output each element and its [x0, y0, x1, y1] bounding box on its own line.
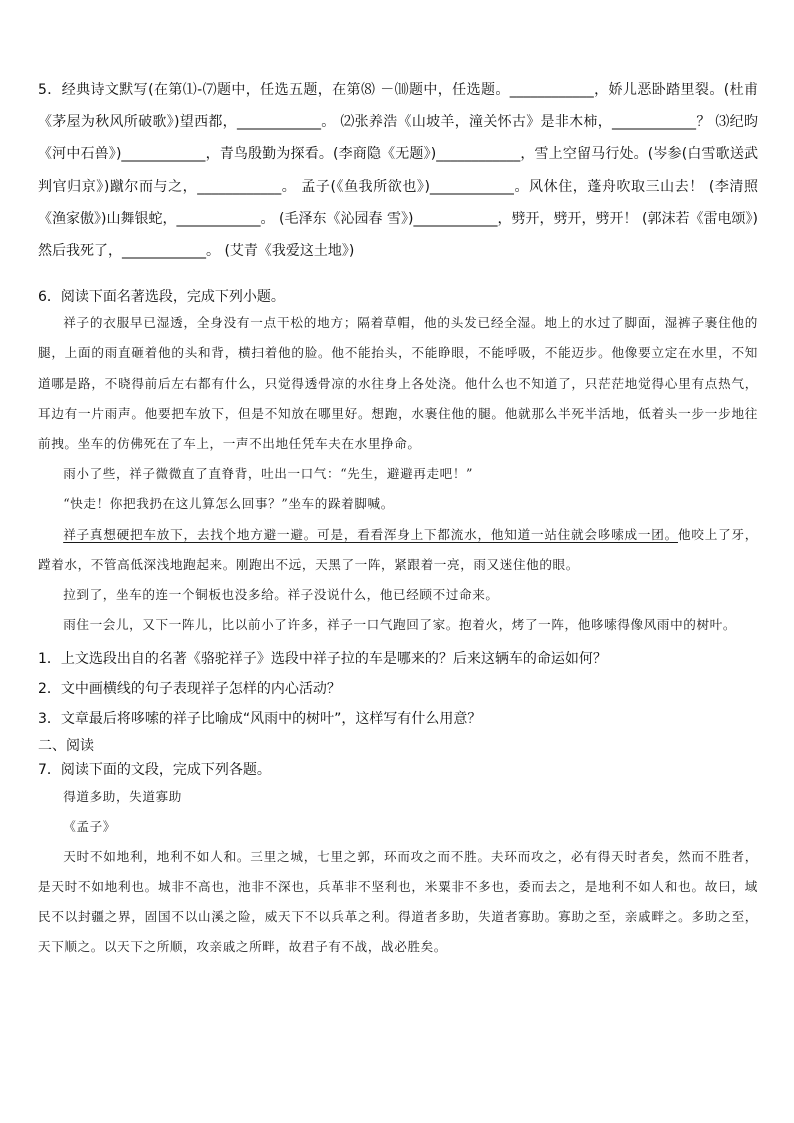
passage-body: 天时不如地利，地利不如人和。三里之城，七里之郭，环而攻之而不胜。夫环而攻之，必有得天时者矣，然而不胜者，是天时不如地利也。城非不高也，池非不深也，兵革非不坚利也，米粟非不多也，委而去之，是地利不如人和也。故曰，域民不以封疆之界，固国不以山溪之险，威天下不以兵革之利。得道者多助，失道者寡助。寡助之至，亲戚畔之。多助之至，天下顺之。以天下之所顺，攻亲戚之所畔，故君子有不战，战必胜矣。	[38, 849, 758, 955]
subquestion-1: 1．上文选段出自的名著《骆驼祥子》选段中祥子拉的车是哪来的？后来这辆车的命运如何？	[38, 651, 607, 668]
passage-paragraph: 雨住一会儿，又下一阵儿，比以前小了许多，祥子一口气跑回了家。抱着火，烤了一阵，他哆嗦得像风雨中的树叶。	[63, 617, 737, 633]
question-7-heading: 7．阅读下面的文段，完成下列各题。	[38, 762, 271, 779]
subquestion-3: 3．文章最后将哆嗦的祥子比喻成“风雨中的树叶”，这样写有什么用意？	[38, 711, 482, 728]
question-7-passage	[38, 782, 758, 962]
passage-paragraph: 雨小了些，祥子微微直了直脊背，吐出一口气：“先生，避避再走吧！”	[63, 466, 474, 482]
document-page	[38, 74, 758, 962]
question-6-subquestions	[38, 644, 758, 734]
question-5	[38, 74, 758, 267]
passage-text: 他咬上了牙，蹚着水，不管高低深浅地跑起来。刚跑出不远，天黑了一阵，紧跟着一亮，雨又迷住他的眼。	[38, 526, 758, 572]
passage-author: 《孟子》	[63, 819, 116, 835]
underlined-sentence: 祥子真想硬把车放下，去找个地方避一避。可是，看看浑身上下都流水，他知道一站住就会哆嗦成一团。	[63, 526, 678, 542]
passage-paragraph: “快走！你把我扔在这儿算怎么回事？”坐车的跺着脚喊。	[63, 496, 394, 512]
passage-paragraph: 拉到了，坐车的连一个铜板也没多给。祥子没说什么，他已经顾不过命来。	[63, 587, 499, 603]
passage-paragraph: 祥子的衣服早已湿透，全身没有一点干松的地方；隔着草帽，他的头发已经全湿。地上的水过了脚面，湿裤子裹住他的腿，上面的雨直砸着他的头和背，横扫着他的脸。他不能抬头，不能睁眼，不能呼吸，不能迈步。他像要立定在水里，不知道哪是路，不晓得前后左右都有什么，只觉得透骨凉的水往身上各处浇。他什么也不知道了，只茫茫地觉得心里有点热气，耳边有一片雨声。他要把车放下，但是不知放在哪里好。想跑，水裹住他的腿。他就那么半死半活地，低着头一步一步地往前拽。坐车的仿佛死在了车上，一声不出地任凭车夫在水里挣命。	[38, 315, 758, 452]
passage-paragraph	[38, 520, 758, 580]
question-6-passage	[38, 308, 758, 640]
passage-title: 得道多助，失道寡助	[63, 789, 182, 805]
question-6-heading: 6．阅读下面名著选段，完成下列小题。	[38, 289, 285, 306]
part-heading: 二、阅读	[38, 738, 94, 755]
question-5-text: 5．经典诗文默写(在第⑴-⑺题中，任选五题，在第⑻ －⑽题中，任选题。____________，娇儿恶卧踏里裂。(杜甫《茅屋为秋风所破歌》)望西都，____________。 ⑵张养浩《山坡羊，潼关怀古》是非木柿，____________？ ⑶纪昀《河中石兽》)____________，青鸟殷勤为探看。(李商隐《无题》)____________，雪上空留马行处。(岑参(白雪歌送武判官归京》)蹴尔而与之，____________。 孟子(《鱼我所欲也》)____________。风休住，蓬舟吹取三山去！ (李清照《渔家傲》)山舞银蛇，____________。 (毛泽东《沁园春 雪》)____________，劈开，劈开，劈开！ (郭沫若《雷电颂》)然后我死了，____________。 (艾青《我爱这土地》)	[38, 82, 758, 260]
subquestion-2: 2．文中画横线的句子表现祥子怎样的内心活动？	[38, 681, 341, 698]
